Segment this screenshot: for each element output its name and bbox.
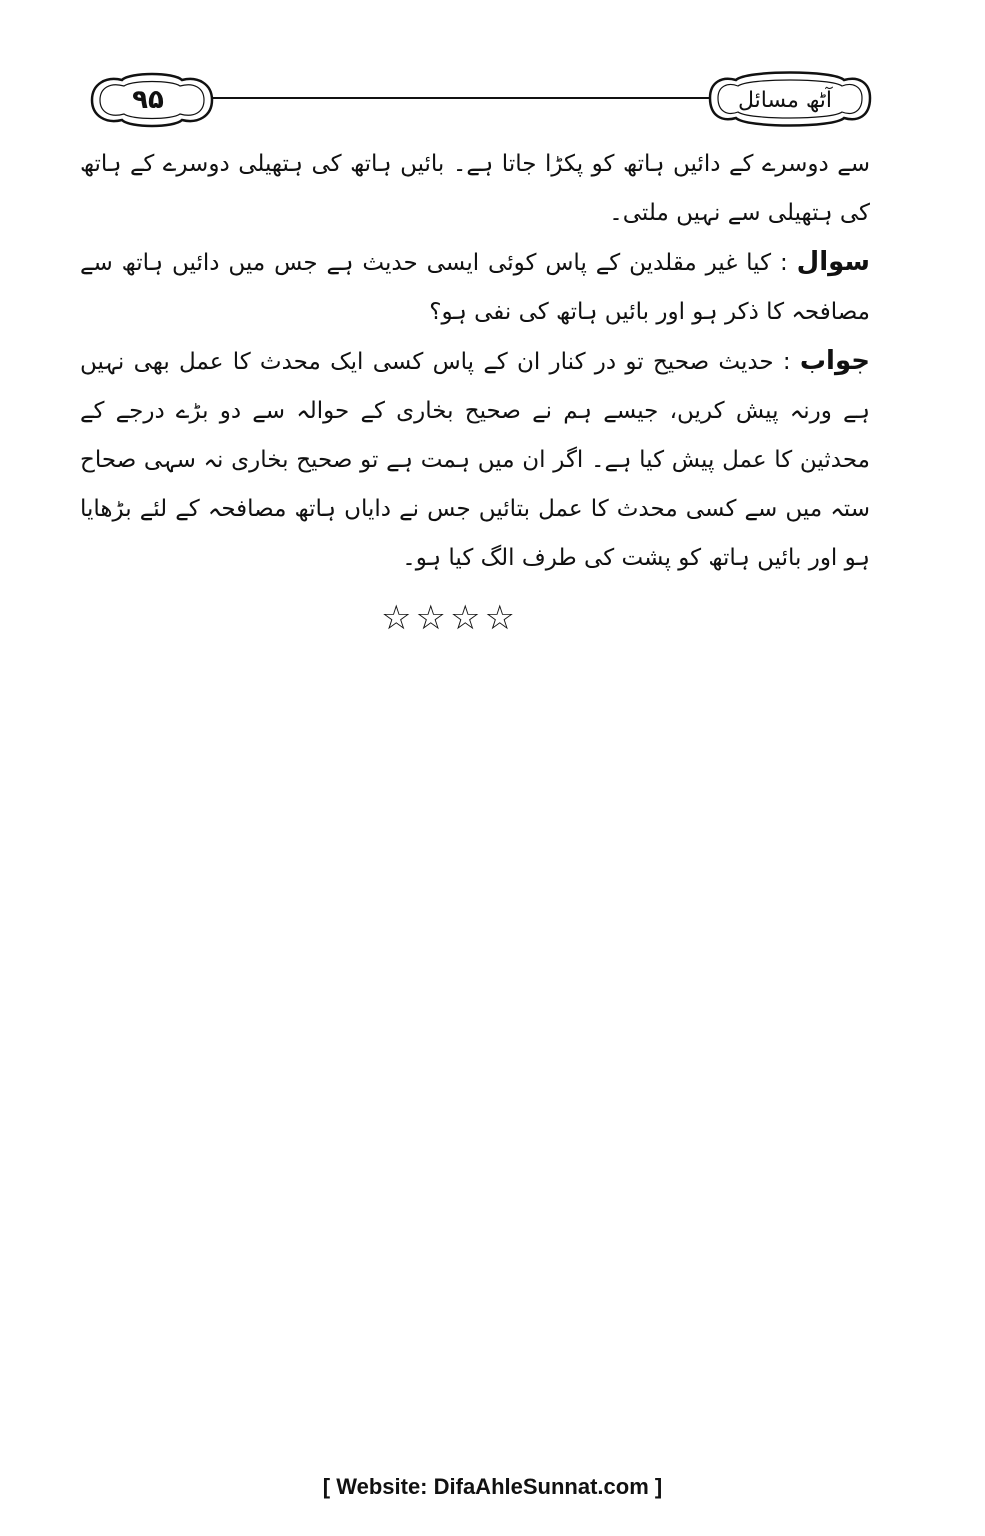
answer-text: : حدیث صحیح تو در کنار ان کے پاس کسی ایک محدث کا عمل بھی نہیں ہے ورنہ پیش کریں، جیسے ہم نے صحیح بخاری کے حوالہ سے دو بڑے درجے کے محدثین کا عمل پیش کیا ہے۔ اگر ان میں ہمت ہے تو صحیح بخاری نہ سہی صحاح ستہ میں سے کسی محدث کا عمل بتائیں جس نے دایاں ہاتھ مصافحہ کے لئے بڑھایا ہو اور بائیں ہاتھ کو پشت کی طرف الگ کیا ہو۔	[80, 349, 870, 571]
paragraph-continuation: سے دوسرے کے دائیں ہاتھ کو پکڑا جاتا ہے۔ بائیں ہاتھ کی ہتھیلی دوسرے کے ہاتھ کی ہتھیلی سے نہیں ملتی۔	[80, 151, 870, 226]
question-paragraph	[80, 238, 870, 337]
website-footer: [ Website: DifaAhleSunnat.com ]	[322, 1474, 663, 1499]
section-divider-stars: ☆☆☆☆	[381, 598, 519, 638]
page-body	[80, 140, 870, 583]
answer-paragraph	[80, 337, 870, 583]
page-number: ۹۵	[132, 85, 164, 115]
question-label: سوال	[796, 247, 870, 277]
book-title: آٹھ مسائل	[737, 87, 833, 113]
page-header	[70, 62, 875, 142]
question-text: : کیا غیر مقلدین کے پاس کوئی ایسی حدیث ہے جس میں دائیں ہاتھ سے مصافحہ کا ذکر ہو اور بائیں ہاتھ کی نفی ہو؟	[80, 250, 870, 325]
answer-label: جواب	[799, 346, 870, 376]
